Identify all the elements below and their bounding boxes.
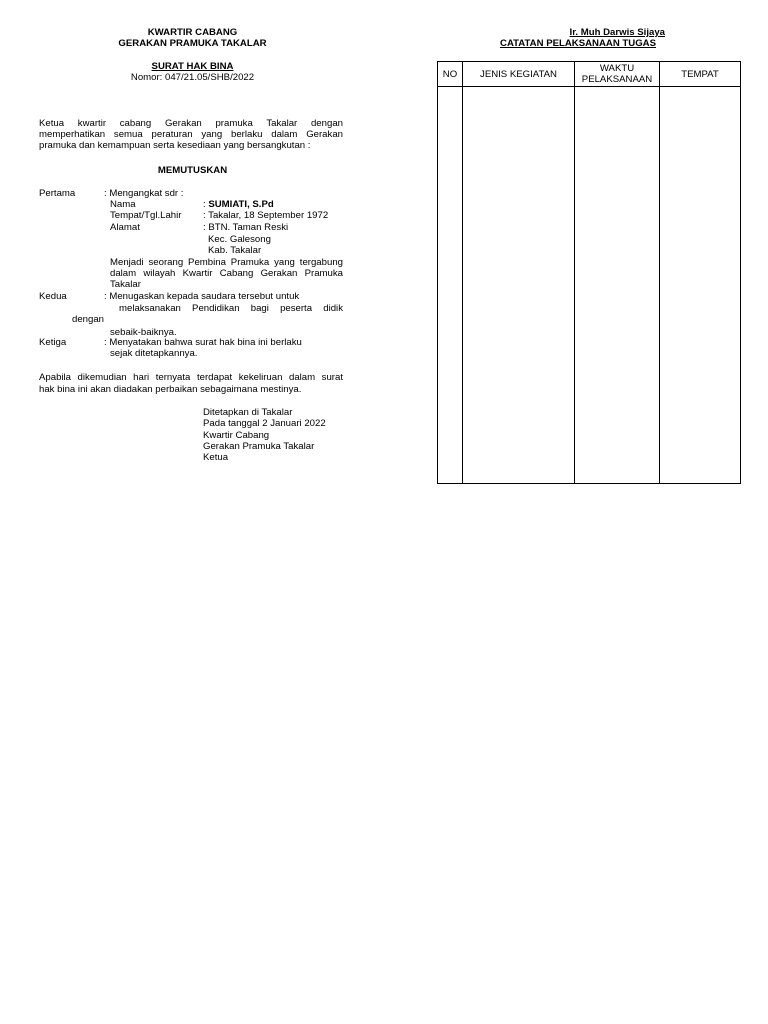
col-tempat: TEMPAT [660,62,741,87]
ketiga-label: Ketiga [39,337,67,348]
result-line-1: Menjadi seorang Pembina Pramuka yang tergabung [110,257,343,268]
col-waktu-line-2: PELAKSANAAN [581,74,653,85]
cell-no [438,87,463,484]
signature-line-5: Ketua [203,452,229,463]
kedua-line-3: dengan [72,314,105,325]
alamat-label: Alamat [110,222,140,233]
col-no: NO [438,62,463,87]
alamat-line-3: Kab. Takalar [208,245,262,256]
alamat-line-1: : BTN. Taman Reski [203,222,289,233]
table-header-row [438,62,741,87]
col-jenis-kegiatan: JENIS KEGIATAN [463,62,575,87]
ketiga-line-1: : Menyatakan bahwa surat hak bina ini berlaku [104,337,302,348]
signature-line-4: Gerakan Pramuka Takalar [203,441,315,452]
col-waktu-line-1: WAKTU [599,63,635,74]
signature-line-3: Kwartir Cabang [203,430,270,441]
signature-line-1: Ditetapkan di Takalar [203,407,293,418]
pertama-label: Pertama [39,188,76,199]
doc-title: SURAT HAK BINA [151,61,234,72]
ttl-value: : Takalar, 18 September 1972 [203,210,329,221]
table-title: CATATAN PELAKSANAAN TUGAS [500,38,656,49]
task-log-table [437,61,741,484]
signer-name: Ir. Muh Darwis Sijaya [569,27,665,38]
ttl-label: Tempat/Tgl.Lahir [110,210,182,221]
doc-number: Nomor: 047/21.05/SHB/2022 [130,72,255,83]
kedua-line-2: melaksanakan Pendidikan bagi peserta didik [119,303,343,314]
org-line-2: GERAKAN PRAMUKA TAKALAR [118,38,267,49]
cell-waktu [575,87,660,484]
cell-jenis [463,87,575,484]
closing-line-1: Apabila dikemudian hari ternyata terdapat kekeliruan dalam surat [39,372,343,383]
ketiga-line-2: sejak ditetapkannya. [110,348,198,359]
cell-tempat [660,87,741,484]
nama-value: : SUMIATI, S.Pd [203,199,274,210]
alamat-line-2: Kec. Galesong [208,234,271,245]
col-waktu-pelaksanaan [575,62,660,87]
intro-line-1: Ketua kwartir cabang Gerakan pramuka Takalar dengan [39,118,343,129]
intro-line-2: memperhatikan semua peraturan yang berlaku dalam Gerakan [39,129,343,140]
closing-line-2: hak bina ini akan diadakan perbaikan sebagaimana mestinya. [39,384,302,395]
result-line-3: Takalar [110,279,141,290]
intro-line-3: pramuka dan kemampuan serta kesediaan yang bersangkutan : [39,140,311,151]
kedua-line-1: : Menugaskan kepada saudara tersebut untuk [104,291,300,302]
pertama-text: : Mengangkat sdr : [104,188,184,199]
result-line-2: dalam wilayah Kwartir Cabang Gerakan Pramuka [110,268,343,279]
nama-label: Nama [110,199,136,210]
kedua-label: Kedua [39,291,67,302]
kedua-line-4: sebaik-baiknya. [110,327,177,338]
signature-line-2: Pada tanggal 2 Januari 2022 [203,418,326,429]
table-row [438,87,741,484]
decision-heading: MEMUTUSKAN [157,165,228,176]
org-line-1: KWARTIR CABANG [147,27,238,38]
